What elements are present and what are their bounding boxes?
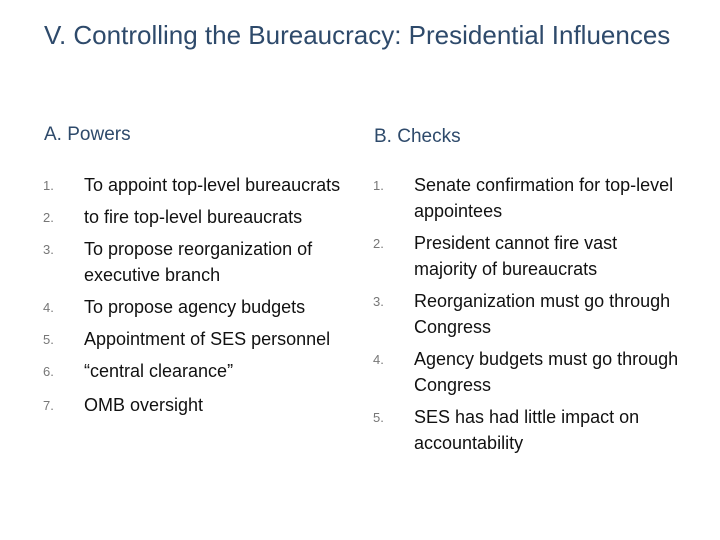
item-number: 4.: [373, 352, 384, 367]
item-text: President cannot fire vast majority of bureaucrats: [414, 233, 618, 279]
item-text: Senate confirmation for top-level appointees: [414, 175, 674, 221]
list-item: [43, 236, 354, 288]
powers-heading: A. Powers: [44, 124, 131, 145]
item-number: 7.: [43, 398, 54, 413]
item-text: To propose reorganization of executive branch: [84, 239, 313, 285]
list-item: [373, 288, 682, 340]
list-item: [43, 294, 354, 320]
item-text: to fire top-level bureaucrats: [84, 207, 303, 227]
checks-list: [373, 172, 682, 462]
item-text: “central clearance”: [84, 361, 234, 381]
list-item: [373, 230, 682, 282]
item-text: Appointment of SES personnel: [84, 329, 331, 349]
list-item: [43, 204, 354, 230]
item-text: To appoint top-level bureaucrats: [84, 175, 341, 195]
checks-heading: B. Checks: [374, 126, 461, 147]
list-item: [43, 392, 354, 418]
item-number: 3.: [43, 242, 54, 257]
item-text: Agency budgets must go through Congress: [414, 349, 679, 395]
item-number: 2.: [43, 210, 54, 225]
item-number: 5.: [43, 332, 54, 347]
item-text: To propose agency budgets: [84, 297, 306, 317]
powers-list: [43, 172, 354, 418]
item-number: 1.: [373, 178, 384, 193]
item-number: 3.: [373, 294, 384, 309]
item-number: 5.: [373, 410, 384, 425]
slide-title: V. Controlling the Bureaucracy: Presidential Influences: [44, 20, 671, 50]
list-item: [43, 358, 354, 384]
item-number: 4.: [43, 300, 54, 315]
list-item: [43, 172, 354, 198]
list-item: [373, 346, 682, 398]
item-text: SES has had little impact on accountability: [414, 407, 640, 453]
list-item: [373, 172, 682, 224]
item-text: Reorganization must go through Congress: [414, 291, 671, 337]
list-item: [43, 326, 354, 352]
item-number: 1.: [43, 178, 54, 193]
list-item: [373, 404, 682, 456]
item-number: 6.: [43, 364, 54, 379]
item-text: OMB oversight: [84, 395, 204, 415]
item-number: 2.: [373, 236, 384, 251]
